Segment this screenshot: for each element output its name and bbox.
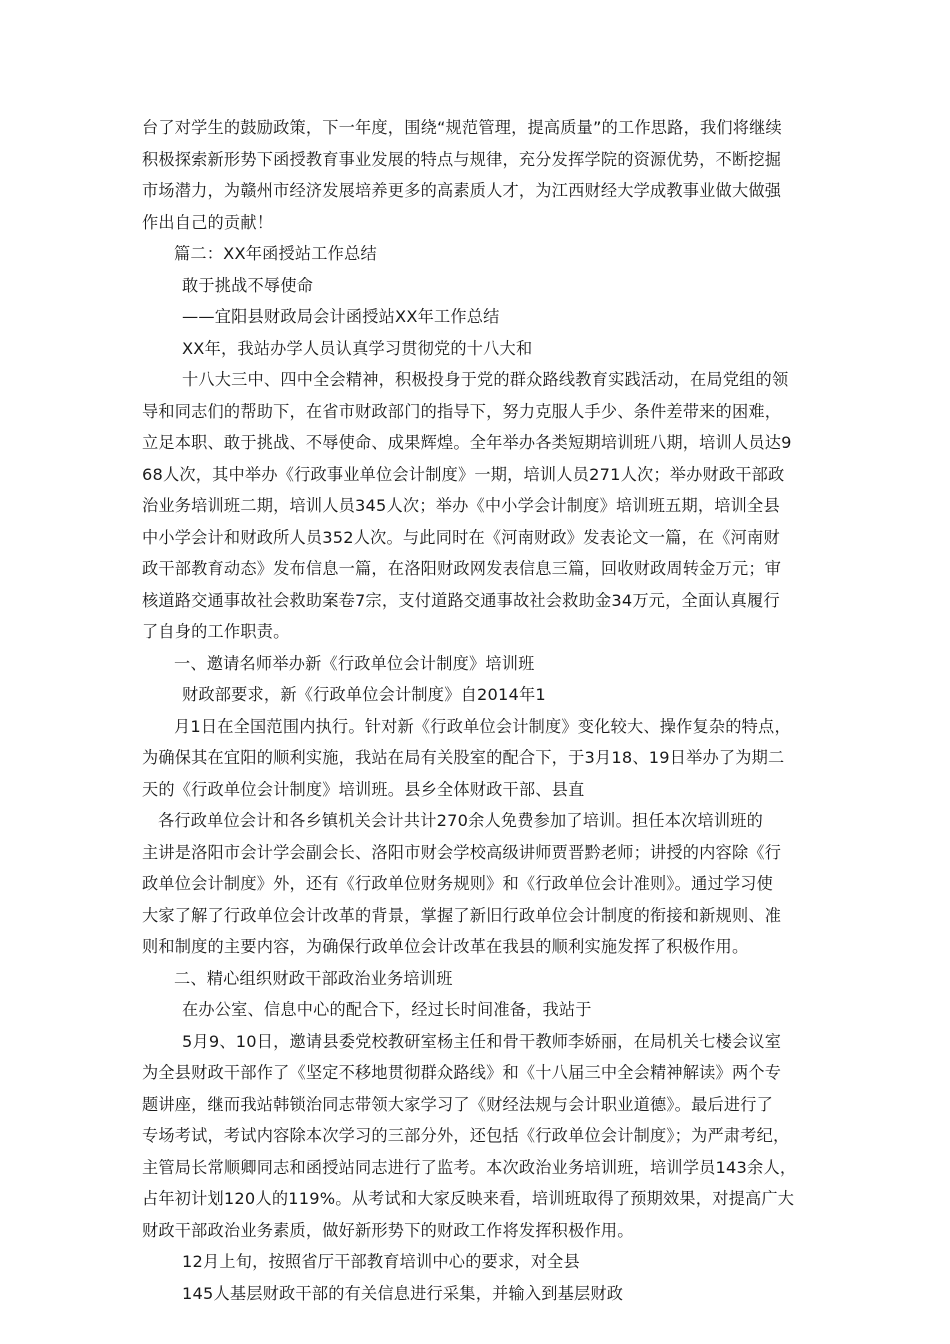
paragraph-line: 题讲座，继而我站韩锁治同志带领大家学习了《财经法规与会计职业道德》。最后进行了	[142, 1094, 774, 1114]
document-title: 敢于挑战不辱使命	[182, 275, 314, 295]
paragraph-line: 为确保其在宜阳的顺利实施，我站在局有关股室的配合下，于3月18、19日举办了为期二	[142, 748, 785, 767]
paragraph-line: 68人次，其中举办《行政事业单位会计制度》一期，培训人员271人次；举办财政干部政	[142, 464, 785, 484]
paragraph-line: 为全县财政干部作了《坚定不移地贯彻群众路线》和《十八届三中全会精神解读》两个专	[142, 1063, 782, 1082]
paragraph-line: 在办公室、信息中心的配合下，经过长时间准备，我站于	[182, 1000, 592, 1019]
paragraph-line: 占年初计划120人的119%。从考试和大家反映来看，培训班取得了预期效果，对提高广大	[142, 1189, 795, 1208]
paragraph-line: 主管局长常顺卿同志和函授站同志进行了监考。本次政治业务培训班，培训学员143余人，	[142, 1157, 797, 1177]
paragraph-line: 主讲是洛阳市会计学会副会长、洛阳市财会学校高级讲师贾晋黔老师；讲授的内容除《行	[142, 842, 782, 862]
paragraph-line: 中小学会计和财政所人员352人次。与此同时在《河南财政》发表论文一篇，在《河南财	[142, 527, 780, 547]
document-subtitle: ——宜阳县财政局会计函授站XX年工作总结	[182, 307, 500, 326]
section-heading: 篇二：XX年函授站工作总结	[174, 244, 377, 263]
section-heading: 一、邀请名师举办新《行政单位会计制度》培训班	[174, 653, 535, 673]
paragraph-line: 作出自己的贡献！	[142, 212, 274, 232]
paragraph-line: 财政干部政治业务素质，做好新形势下的财政工作将发挥积极作用。	[142, 1220, 634, 1240]
paragraph-line: 专场考试，考试内容除本次学习的三部分外，还包括《行政单位会计制度》；为严肃考纪，	[142, 1126, 790, 1145]
paragraph-line: 核道路交通事故社会救助案卷7宗，支付道路交通事故社会救助金34万元，全面认真履行	[142, 590, 780, 610]
paragraph-line: 了自身的工作职责。	[142, 622, 290, 641]
paragraph-line: 台了对学生的鼓励政策，下一年度，围绕“规范管理，提高质量”的工作思路，我们将继续	[142, 118, 782, 137]
paragraph-line: 12月上旬，按照省厅干部教育培训中心的要求，对全县	[182, 1252, 580, 1271]
paragraph-line: 5月9、10日，邀请县委党校教研室杨主任和骨干教师李娇丽，在局机关七楼会议室	[182, 1031, 782, 1051]
paragraph-line: 市场潜力，为赣州市经济发展培养更多的高素质人才，为江西财经大学成教事业做大做强	[142, 181, 782, 200]
paragraph-line: 积极探索新形势下函授教育事业发展的特点与规律，充分发挥学院的资源优势，不断挖掘	[142, 149, 782, 169]
paragraph-line: XX年，我站办学人员认真学习贯彻党的十八大和	[182, 338, 533, 358]
paragraph-line: 大家了解了行政单位会计改革的背景，掌握了新旧行政单位会计制度的衔接和新规则、准	[142, 905, 782, 925]
paragraph-line: 政单位会计制度》外，还有《行政单位财务规则》和《行政单位会计准则》。通过学习使	[142, 874, 774, 893]
section-heading: 二、精心组织财政干部政治业务培训班	[174, 968, 453, 988]
paragraph-line: 十八大三中、四中全会精神，积极投身于党的群众路线教育实践活动，在局党组的领	[182, 370, 789, 389]
paragraph-line: 145人基层财政干部的有关信息进行采集，并输入到基层财政	[182, 1283, 624, 1303]
paragraph-line: 则和制度的主要内容，为确保行政单位会计改革在我县的顺利实施发挥了积极作用。	[142, 937, 749, 956]
paragraph-line: 导和同志们的帮助下，在省市财政部门的指导下，努力克服人手少、条件差带来的困难，	[142, 401, 782, 421]
paragraph-line: 政干部教育动态》发布信息一篇，在洛阳财政网发表信息三篇，回收财政周转金万元；审	[142, 559, 782, 578]
paragraph-line: 月1日在全国范围内执行。针对新《行政单位会计制度》变化较大、操作复杂的特点，	[174, 716, 791, 736]
paragraph-line: 治业务培训班二期，培训人员345人次；举办《中小学会计制度》培训班五期，培训全县	[142, 496, 780, 515]
paragraph-line: 各行政单位会计和各乡镇机关会计共计270余人免费参加了培训。担任本次培训班的	[158, 811, 764, 830]
document-body	[142, 112, 822, 1309]
paragraph-line: 财政部要求，新《行政单位会计制度》自2014年1	[182, 685, 546, 704]
paragraph-line: 立足本职、敢于挑战、不辱使命、成果辉煌。全年举办各类短期培训班八期，培训人员达9	[142, 433, 792, 452]
paragraph-line: 天的《行政单位会计制度》培训班。县乡全体财政干部、县直	[142, 779, 585, 799]
